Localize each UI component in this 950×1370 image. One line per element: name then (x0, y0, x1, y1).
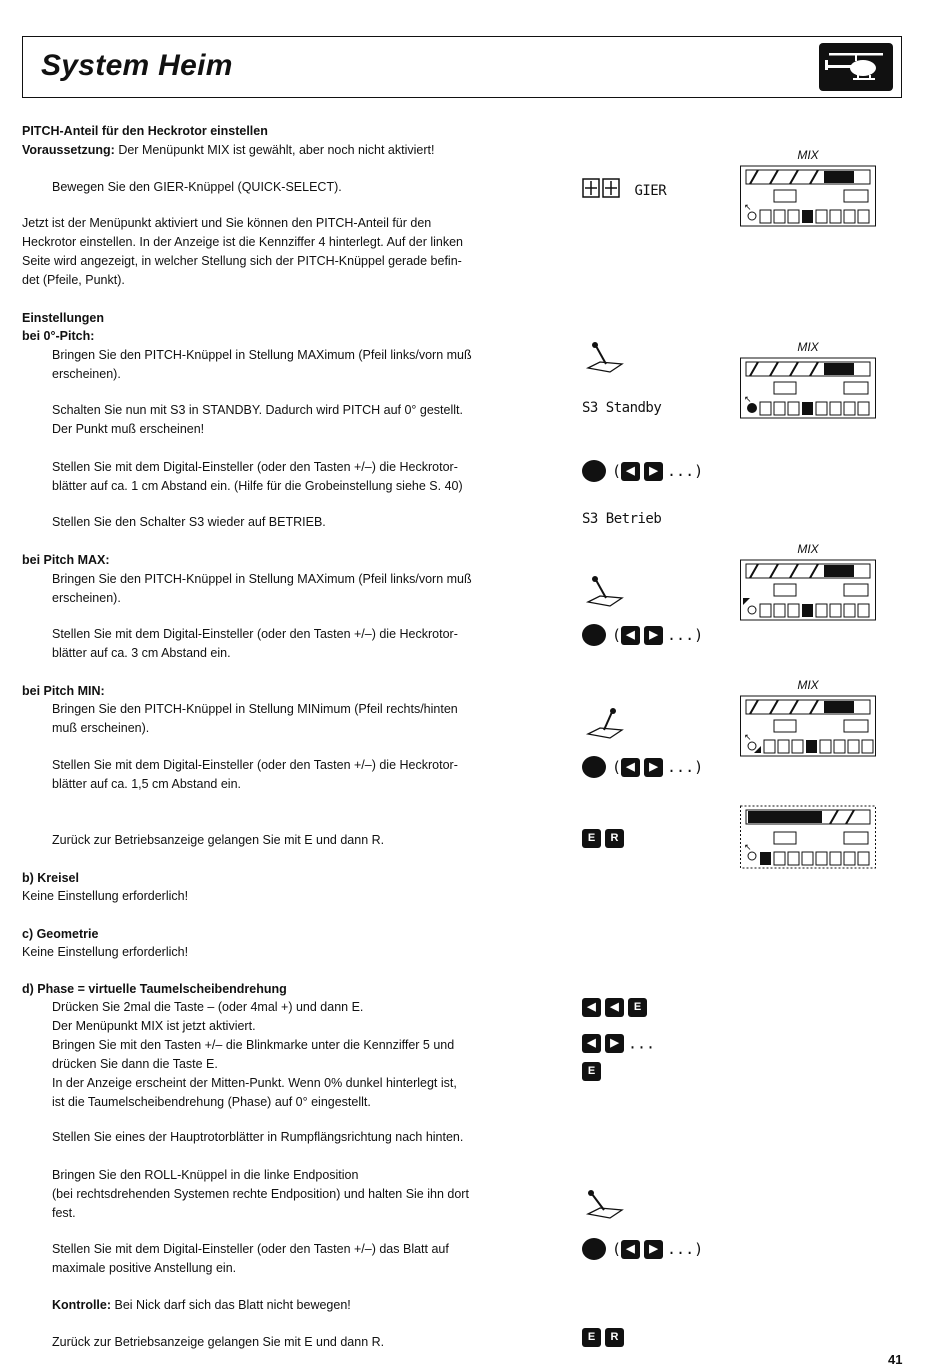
pitch-min-step-a (52, 700, 458, 738)
text-line: Jetzt ist der Menüpunkt aktiviert und Sie können den PITCH-Anteil für den (22, 216, 432, 230)
er-keys (582, 1328, 628, 1347)
minus-key: ◀ (621, 462, 640, 481)
minus-key: ◀ (621, 758, 640, 777)
text-line: (bei rechtsdrehenden Systemen rechte Endposition) und halten Sie ihn dort (52, 1187, 469, 1201)
text-line: erscheinen). (52, 591, 121, 605)
svg-text:↖: ↖ (744, 202, 752, 212)
minus-key: ◀ (582, 1034, 601, 1053)
text-line: det (Pfeile, Punkt). (22, 273, 125, 287)
phase-step-adjust (52, 1240, 562, 1278)
text-line: Der Menüpunkt MIX ist jetzt aktiviert. (52, 1019, 256, 1033)
zero-pitch-step-b (52, 401, 463, 439)
text-line: Bringen Sie den PITCH-Knüppel in Stellung MAXimum (Pfeil links/vorn muß (52, 572, 472, 586)
text-line: Der Punkt muß erscheinen! (52, 422, 205, 436)
prerequisite-line (22, 141, 434, 160)
plus-key: ▶ (644, 758, 663, 777)
minus-key: ◀ (621, 1240, 640, 1259)
text-line: Bringen Sie den PITCH-Knüppel in Stellung MINimum (Pfeil rechts/hinten (52, 702, 458, 716)
text-line: fest. (52, 1206, 76, 1220)
e-key: E (582, 1062, 601, 1081)
text-line: drücken Sie dann die Taste E. (52, 1057, 218, 1071)
lcd-display (740, 340, 876, 431)
lcd-display (740, 804, 876, 881)
text-line: blätter auf ca. 1,5 cm Abstand ein. (52, 777, 242, 791)
stick-max-icon (582, 340, 626, 381)
text-line: Schalten Sie nun mit S3 in STANDBY. Dadurch wird PITCH auf 0° gestellt. (52, 403, 463, 417)
back-to-display-2: Zurück zur Betriebsanzeige gelangen Sie mit E und dann R. (52, 1335, 385, 1349)
digital-adjuster-group: ( ◀ ▶ ...) (582, 624, 703, 646)
plus-key: ▶ (644, 1240, 663, 1259)
pitch-max-heading: bei Pitch MAX: (22, 553, 110, 567)
lcd-display (740, 678, 876, 769)
minus-minus-e-keys (582, 998, 651, 1017)
text-line: blätter auf ca. 1 cm Abstand ein. (Hilfe für die Grobeinstellung siehe S. 40) (52, 479, 463, 493)
svg-text:↖: ↖ (744, 732, 752, 742)
lcd-label: MIX (797, 148, 819, 162)
stick-roll-icon (582, 1186, 626, 1227)
geometrie-heading: c) Geometrie (22, 927, 99, 941)
digital-adjuster-group: ( ◀ ▶ ...) (582, 1238, 703, 1260)
e-key: E (582, 829, 601, 848)
text-line: Heckrotor einstellen. In der Anzeige ist die Kennziffer 4 hinterlegt. Auf der linken (22, 235, 463, 249)
dual-stick-icon (582, 178, 620, 203)
minus-key: ◀ (582, 998, 601, 1017)
e-key: E (582, 1328, 601, 1347)
plus-key: ▶ (605, 1034, 624, 1053)
digital-adjuster-group: ( ◀ ▶ ...) (582, 460, 703, 482)
s3-standby-label: S3 Standby (582, 400, 662, 416)
kreisel-text: Keine Einstellung erforderlich! (22, 889, 189, 903)
lcd-label: MIX (797, 542, 819, 556)
back-to-display-1: Zurück zur Betriebsanzeige gelangen Sie mit E und dann R. (52, 833, 385, 847)
step-gier: Bewegen Sie den GIER-Knüppel (QUICK-SELECT). (52, 180, 342, 194)
lcd-label: MIX (797, 340, 819, 354)
plus-key: ▶ (644, 462, 663, 481)
text-line: Stellen Sie mit dem Digital-Einsteller (oder den Tasten +/–) das Blatt auf (52, 1242, 449, 1256)
phase-steps (52, 998, 562, 1112)
pitch-paragraph (22, 214, 562, 290)
text-line: ist die Taumelscheibendrehung (Phase) auf 0° eingestellt. (52, 1095, 371, 1109)
svg-text:↖: ↖ (744, 394, 752, 404)
control-line (52, 1296, 351, 1315)
gier-side (582, 178, 666, 203)
text-line: Seite wird angezeigt, in welcher Stellung sich der PITCH-Knüppel gerade befin- (22, 254, 462, 268)
svg-text:↖: ↖ (744, 842, 752, 852)
text-line: muß erscheinen). (52, 721, 150, 735)
minus-key: ◀ (621, 626, 640, 645)
lcd-display (740, 148, 876, 239)
minus-key: ◀ (605, 998, 624, 1017)
lcd-display (740, 542, 876, 633)
prerequisite-label: Voraussetzung: (22, 143, 115, 157)
text-line: Stellen Sie mit dem Digital-Einsteller (oder den Tasten +/–) die Heckrotor- (52, 627, 458, 641)
page-header (22, 36, 902, 98)
digital-knob-icon (582, 756, 606, 778)
page-title: System Heim (41, 49, 233, 82)
geometrie-text: Keine Einstellung erforderlich! (22, 945, 189, 959)
settings-heading: Einstellungen (22, 311, 104, 325)
stick-min-icon (582, 706, 626, 747)
r-key: R (605, 829, 624, 848)
minus-plus-keys: ◀ ▶ ... (582, 1034, 655, 1053)
text-line: Bringen Sie den ROLL-Knüppel in die linke Endposition (52, 1168, 359, 1182)
text-line: erscheinen). (52, 367, 121, 381)
control-label: Kontrolle: (52, 1298, 112, 1312)
text-line: Bringen Sie den PITCH-Knüppel in Stellung MAXimum (Pfeil links/vorn muß (52, 348, 472, 362)
text-line: Stellen Sie mit dem Digital-Einsteller (oder den Tasten +/–) die Heckrotor- (52, 460, 458, 474)
control-text: Bei Nick darf sich das Blatt nicht bewegen! (114, 1298, 351, 1312)
phase-step-roll (52, 1166, 562, 1223)
zero-pitch-step-a (52, 346, 472, 384)
page-number: 41 (888, 1352, 903, 1367)
pitch-max-step-a (52, 570, 472, 608)
digital-knob-icon (582, 460, 606, 482)
helicopter-icon (819, 43, 893, 91)
pitch-min-heading: bei Pitch MIN: (22, 684, 105, 698)
stick-max-icon (582, 574, 626, 615)
text-line: Stellen Sie mit dem Digital-Einsteller (oder den Tasten +/–) die Heckrotor- (52, 758, 458, 772)
plus-key: ▶ (644, 626, 663, 645)
text-line: blätter auf ca. 3 cm Abstand ein. (52, 646, 231, 660)
phase-step-rotor: Stellen Sie eines der Hauptrotorblätter in Rumpflängsrichtung nach hinten. (52, 1130, 464, 1144)
kreisel-heading: b) Kreisel (22, 871, 79, 885)
prerequisite-text: Der Menüpunkt MIX ist gewählt, aber noch nicht aktiviert! (118, 143, 435, 157)
er-keys (582, 829, 628, 848)
digital-adjuster-group: ( ◀ ▶ ...) (582, 756, 703, 778)
e-key: E (628, 998, 647, 1017)
digital-knob-icon (582, 624, 606, 646)
zero-pitch-step-c (52, 458, 463, 496)
pitch-heading: PITCH-Anteil für den Heckrotor einstellen (22, 124, 268, 138)
digital-knob-icon (582, 1238, 606, 1260)
phase-heading: d) Phase = virtuelle Taumelscheibendrehung (22, 982, 287, 996)
pitch-max-step-b (52, 625, 458, 663)
text-line: Bringen Sie mit den Tasten +/– die Blinkmarke unter die Kennziffer 5 und (52, 1038, 455, 1052)
text-line: In der Anzeige erscheint der Mitten-Punkt. Wenn 0% dunkel hinterlegt ist, (52, 1076, 457, 1090)
zero-pitch-step-d: Stellen Sie den Schalter S3 wieder auf BETRIEB. (52, 515, 326, 529)
text-line: maximale positive Anstellung ein. (52, 1261, 237, 1275)
pitch-min-step-b (52, 756, 458, 794)
s3-betrieb-label: S3 Betrieb (582, 511, 662, 527)
zero-pitch-heading: bei 0°-Pitch: (22, 329, 95, 343)
r-key: R (605, 1328, 624, 1347)
text-line: Drücken Sie 2mal die Taste – (oder 4mal +) und dann E. (52, 1000, 364, 1014)
gier-label: GIER (634, 182, 667, 199)
lcd-label: MIX (797, 678, 819, 692)
e-key-group (582, 1062, 605, 1081)
